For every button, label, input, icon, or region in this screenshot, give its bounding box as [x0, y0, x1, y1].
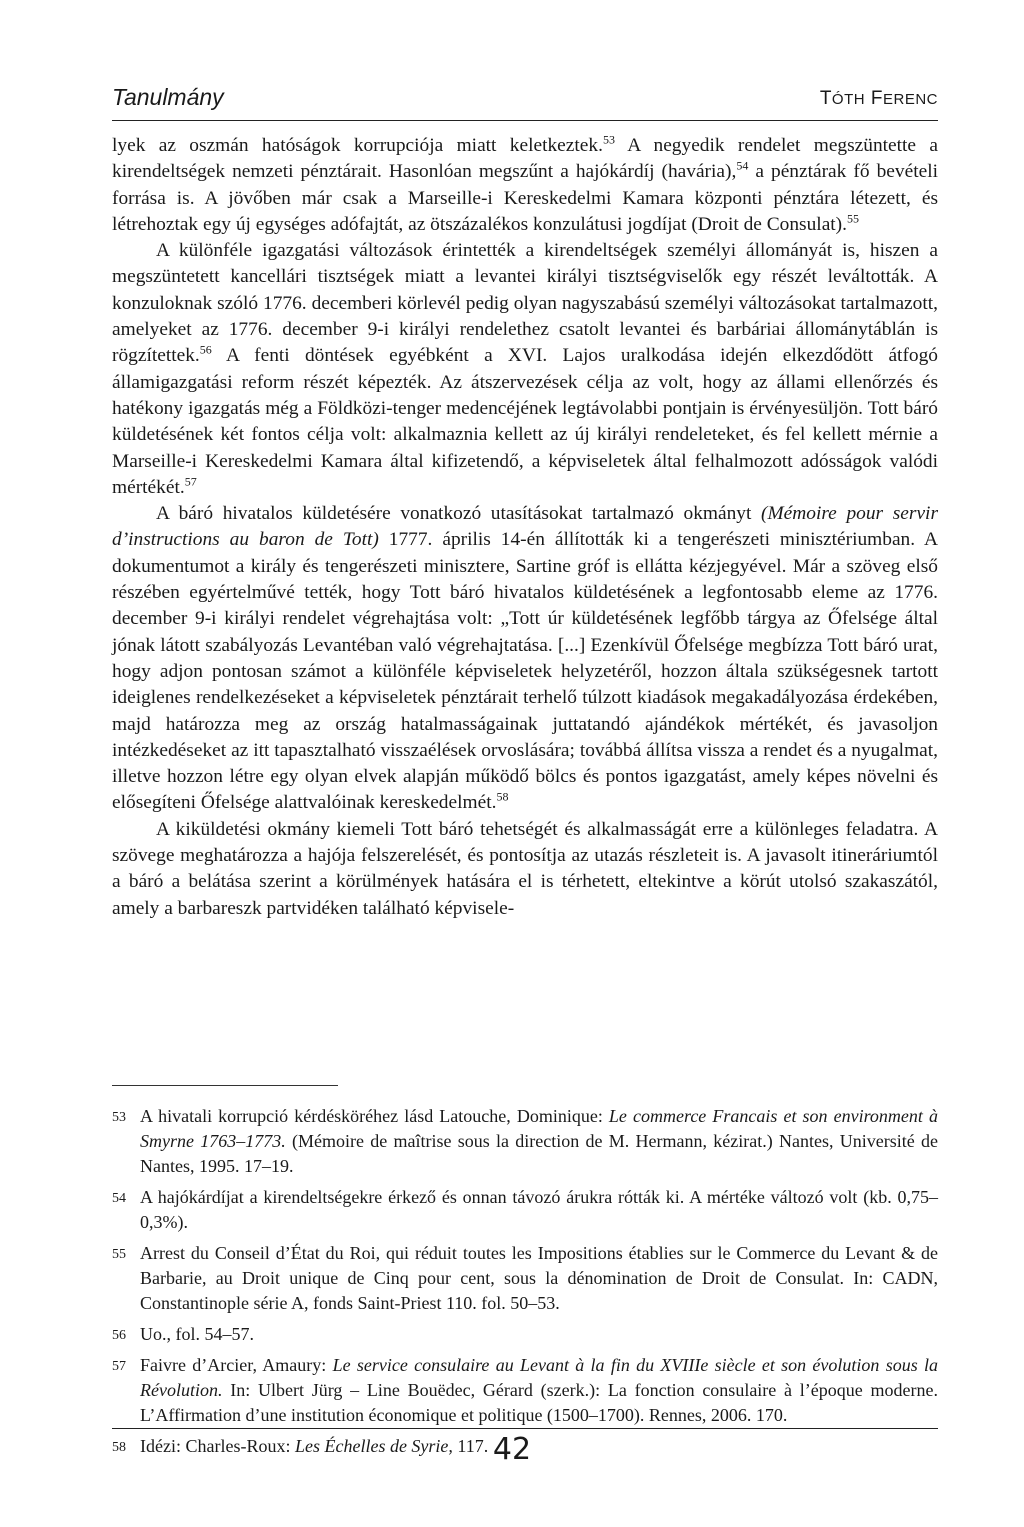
paragraph-1: [112, 133, 938, 238]
footnote-number: 54: [112, 1191, 126, 1206]
footnote-text: Uo., fol. 54–57.: [140, 1324, 254, 1344]
author-initial-first: T: [819, 88, 832, 109]
author-rest-last: ERENC: [882, 91, 938, 108]
footnote-number: 56: [112, 1328, 126, 1343]
footnote-italic: Le commerce Francais et son environment à Smyrne 1763–1773.: [140, 1106, 938, 1151]
footnote-text: Arrest du Conseil d’État du Roi, qui réduit toutes les Impositions établies sur le Commerce du Levant & de Barbarie, au Droit unique de Cinq pour cent, sous la dénomination de Droit de Consulat. In: CADN, Constantinople série A, fonds Saint-Priest 110. fol. 50–53.: [140, 1243, 938, 1313]
author-name: [820, 88, 938, 110]
footnotes: [112, 1104, 938, 1465]
footnote: [112, 1241, 938, 1316]
footnote: [112, 1104, 938, 1179]
paragraph-text: lyek az oszmán hatóságok korrupciója miatt keletkeztek.: [112, 135, 603, 156]
paragraph-text: A kiküldetési okmány kiemeli Tott báró tehetségét és alkalmasságát erre a különleges feladatra. A szövege meghatározza a hajója felszerelését, és pontosítja az utazás részleteit is. A javasolt itineráriumtól a báró a belátása szerint a körülmények hatására el is térhetett, eltekintve a körút utolsó szakaszától, amely a barbareszk partvidéken található képvisele-: [112, 818, 938, 919]
paragraph-text: a pénztárak fő bevételi forrása is. A jövőben már csak a Marseille-i Kereskedelmi Kamara központi pénztára létezett, és létrehoztak egy új egységes adófajtát, az ötszázalékos konzulátusi jogdíjat (Droit de Consulat).: [112, 161, 938, 235]
page-number: 42: [492, 1432, 532, 1467]
footnote-text: 117.: [452, 1436, 489, 1456]
paragraph-4: [112, 817, 938, 922]
running-header: [112, 84, 938, 121]
footnote-ref: 55: [847, 211, 859, 226]
footnote-number: 53: [112, 1110, 126, 1125]
footnote-ref: 57: [184, 474, 197, 489]
footnote-text: (Mémoire de maîtrise sous la direction de M. Hermann, kézirat.) Nantes, Université de Nantes, 1995. 17–19.: [140, 1131, 938, 1176]
footnote: [112, 1322, 938, 1347]
footnote-number: 55: [112, 1247, 126, 1262]
footnote-ref: 56: [199, 342, 212, 357]
footnote-text: A hivatali korrupció kérdésköréhez lásd Latouche, Dominique:: [140, 1106, 609, 1126]
author-rest-first: ÓTH: [831, 91, 866, 108]
footnote-number: 58: [112, 1440, 126, 1455]
footer-rule: [112, 1428, 938, 1429]
paragraph-2: [112, 238, 938, 501]
footnote-separator: [112, 1085, 338, 1086]
main-text: [112, 133, 938, 922]
footnote-text: Idézi: Charles-Roux:: [140, 1436, 295, 1456]
footnote-text: Faivre d’Arcier, Amaury:: [140, 1355, 333, 1375]
paragraph-text: 1777. április 14-én állították ki a tengerészeti minisztériumban. A dokumentumot a király és tengerészeti minisztere, Sartine gróf is ellátta kézjegyével. Már a szöveg első részében egyértelművé tették, hogy Tott báró hivatalos küldetésének a legfontosabb eleme az 1776. december 9-i királyi rendelet végrehajtása volt: „Tott úr küldetésének legfőbb tárgya az Őfelsége által jónak látott szabályozás Levantéban való végrehajtatása. [...] Ezenkívül Őfelsége megbízza Tott báró urat, hogy adjon pontosan számot a különféle képviseletek helyzetéről, hozzon általa szükségesnek tartott ideiglenes rendelkezéseket a képviseletek pénztárait terhelő túlzott kiadások megakadályozása érdekében, majd határozza meg az ország hatalmasságainak juttatandó ajándékok mértékét, és javasoljon intézkedéseket az itt tapasztalható visszaélések orvoslására; továbbá állítsa vissza a rendet és a nyugalmat, illetve hozzon létre egy olyan elvek alapján működő bölcs és pontos igazgatást, amely képes növelni és elősegíteni Őfelsége alattvalóinak kereskedelmét.: [112, 529, 938, 814]
footnote-ref: 54: [736, 158, 749, 173]
footnote: [112, 1353, 938, 1428]
footnote-italic: Le service consulaire au Levant à la fin du XVIIIe siècle et son évolution sous la Révolution.: [140, 1355, 938, 1400]
footnote-ref: 58: [496, 789, 509, 804]
paragraph-text: A negyedik rendelet megszüntette a kirendeltségek nemzeti pénztárait. Hasonlóan megszűnt a hajókárdíj (havária),: [112, 135, 938, 183]
paragraph-text: A különféle igazgatási változások érintették a kirendeltségek személyi állományát is, hiszen a megszüntetett kancellári tisztségek miatt a levantei királyi tisztségviselők egy részét leváltották. A konzuloknak szóló 1776. decemberi körlevél pedig olyan nagyszabású személyi változásokat tartalmazott, amelyeket az 1776. december 9-i királyi rendelethez csatolt levantei és barbáriai állománytáblán is rögzítettek.: [112, 240, 938, 367]
paragraph-3: [112, 501, 938, 817]
footnote-number: 57: [112, 1359, 126, 1374]
paragraph-text: A báró hivatalos küldetésére vonatkozó utasításokat tartalmazó okmányt: [156, 503, 762, 525]
paragraph-text: A fenti döntések egyébként a XVI. Lajos uralkodása idején elkezdődött átfogó államigazgatási reform részét képezték. Az átszervezések célja az volt, hogy az állami ellenőrzés és hatékony igazgatás még a Földközi-tenger medencéjének legtávolabbi pontjain is érvényesüljön. Tott báró küldetésének két fontos célja volt: alkalmaznia kellett az új királyi rendeleteket, és fel kellett mérnie a Marseille-i Kereskedelmi Kamara által kifizetendő, a képviseletek által felhalmozott adósságok valódi mértékét.: [112, 345, 938, 498]
section-title: Tanulmány: [112, 84, 224, 110]
footnote-text: In: Ulbert Jürg – Line Bouëdec, Gérard (szerk.): La fonction consulaire à l’époque moderne. L’Affirmation d’une institution économique et politique (1500–1700). Rennes, 2006. 170.: [140, 1380, 938, 1425]
footnote-text: A hajókárdíjat a kirendeltségekre érkező és onnan távozó árukra rótták ki. A mértéke változó volt (kb. 0,75–0,3%).: [140, 1187, 938, 1232]
author-initial-last: F: [870, 88, 883, 109]
italic-title: (Mémoire pour servir d’instructions au baron de Tott): [112, 503, 938, 551]
footnote-ref: 53: [602, 132, 615, 147]
footnote: [112, 1185, 938, 1235]
footnote-italic: Les Échelles de Syrie,: [294, 1436, 453, 1456]
